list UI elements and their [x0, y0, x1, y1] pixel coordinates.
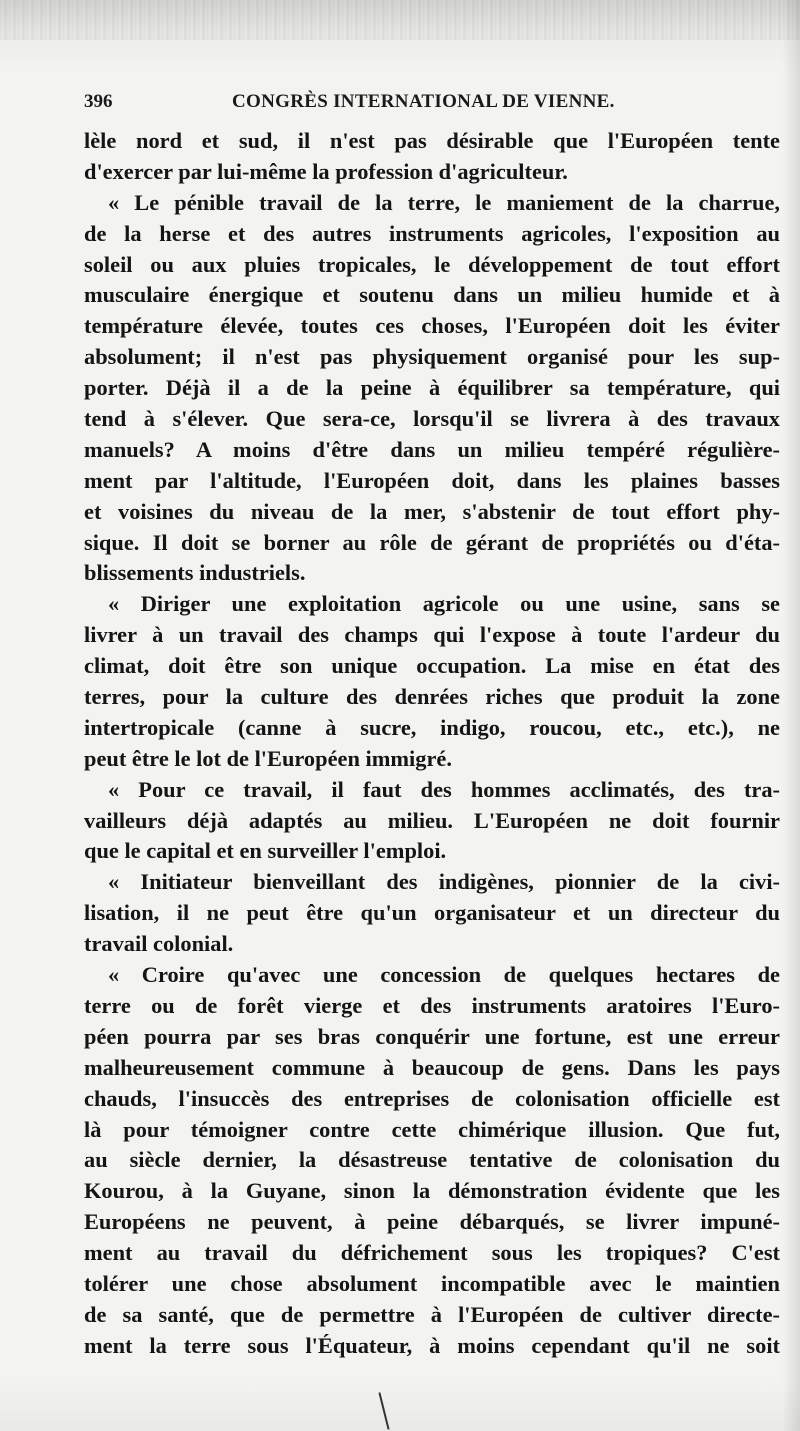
text-line: manuels? A moins d'être dans un milieu tempéré régulière-	[84, 436, 780, 462]
text-line: « Diriger une exploitation agricole ou une usine, sans se	[108, 591, 780, 617]
text-line: ment la terre sous l'Équateur, à moins cependant qu'il ne soit	[84, 1332, 780, 1358]
text-line: vailleurs déjà adaptés au milieu. L'Européen ne doit fournir	[84, 807, 780, 833]
text-line: et voisines du niveau de la mer, s'abstenir de tout effort phy-	[84, 498, 780, 524]
body-text	[84, 126, 780, 1362]
text-line: tend à s'élever. Que sera-ce, lorsqu'il se livrera à des travaux	[84, 406, 780, 432]
ink-mark	[378, 1392, 389, 1429]
text-line: absolument; il n'est pas physiquement organisé pour les sup-	[84, 344, 780, 370]
text-line: lisation, il ne peut être qu'un organisateur et un directeur du	[84, 900, 780, 926]
text-line: ment par l'altitude, l'Européen doit, dans les plaines basses	[84, 467, 780, 493]
text-line: livrer à un travail des champs qui l'expose à toute l'ardeur du	[84, 622, 780, 648]
text-line: musculaire énergique et soutenu dans un milieu humide et à	[84, 282, 780, 308]
text-line: terres, pour la culture des denrées riches que produit la zone	[84, 684, 780, 710]
text-line: chauds, l'insuccès des entreprises de colonisation officielle est	[84, 1085, 780, 1111]
text-line: péen pourra par ses bras conquérir une fortune, est une erreur	[84, 1023, 780, 1049]
running-head	[84, 91, 774, 119]
text-line: climat, doit être son unique occupation. La mise en état des	[84, 653, 780, 679]
text-line: là pour témoigner contre cette chimérique illusion. Que fut,	[84, 1116, 780, 1142]
text-line: de sa santé, que de permettre à l'Européen de cultiver directe-	[84, 1301, 780, 1327]
page-edge-shadow	[782, 0, 800, 1431]
text-line: blissements industriels.	[84, 560, 306, 586]
text-line: Européens ne peuvent, à peine débarqués, se livrer impuné-	[84, 1209, 780, 1235]
scan-top-bleed	[0, 0, 800, 40]
text-line: soleil ou aux pluies tropicales, le développement de tout effort	[84, 251, 780, 277]
text-line: peut être le lot de l'Européen immigré.	[84, 745, 452, 771]
text-line: au siècle dernier, la désastreuse tentative de colonisation du	[84, 1147, 780, 1173]
text-line: malheureusement commune à beaucoup de gens. Dans les pays	[84, 1054, 780, 1080]
text-line: ment au travail du défrichement sous les tropiques? C'est	[84, 1240, 780, 1266]
text-line: que le capital et en surveiller l'emploi.	[84, 838, 447, 864]
page-number: 396	[84, 91, 113, 112]
text-line: température élevée, toutes ces choses, l'Européen doit les éviter	[84, 313, 780, 339]
text-line: de la herse et des autres instruments agricoles, l'exposition au	[84, 220, 780, 246]
text-line: Kourou, à la Guyane, sinon la démonstration évidente que les	[84, 1178, 780, 1204]
text-line: « Le pénible travail de la terre, le maniement de la charrue,	[108, 189, 780, 215]
text-line: lèle nord et sud, il n'est pas désirable que l'Européen tente	[84, 128, 780, 153]
text-line: « Croire qu'avec une concession de quelques hectares de	[108, 962, 780, 988]
text-line: tolérer une chose absolument incompatible avec le maintien	[84, 1270, 780, 1296]
running-head-title: CONGRÈS INTERNATIONAL DE VIENNE.	[232, 91, 615, 112]
text-line: « Initiateur bienveillant des indigènes, pionnier de la civi-	[108, 869, 780, 895]
text-line: terre ou de forêt vierge et des instruments aratoires l'Euro-	[84, 992, 780, 1018]
text-line: « Pour ce travail, il faut des hommes acclimatés, des tra-	[108, 776, 780, 802]
text-line: intertropicale (canne à sucre, indigo, roucou, etc., etc.), ne	[84, 714, 780, 740]
text-line: porter. Déjà il a de la peine à équilibrer sa température, qui	[84, 375, 780, 401]
text-line: d'exercer par lui-même la profession d'agriculteur.	[84, 158, 568, 184]
text-line: sique. Il doit se borner au rôle de gérant de propriétés ou d'éta-	[84, 529, 780, 555]
text-line: travail colonial.	[84, 931, 234, 957]
